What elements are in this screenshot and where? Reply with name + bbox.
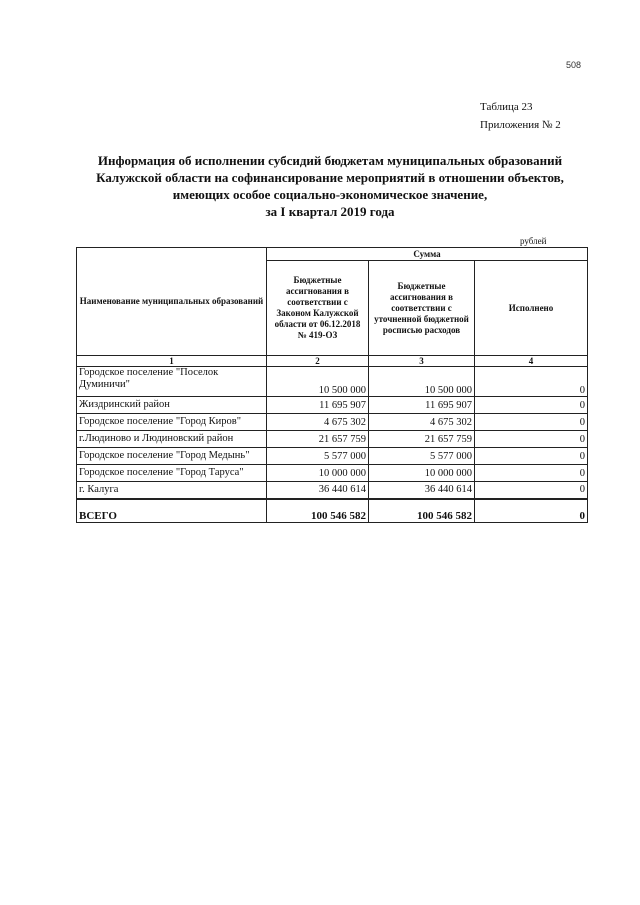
table-row — [77, 367, 588, 397]
title-line: имеющих особое социально-экономическое значение, — [172, 187, 488, 202]
row-budget-schedule: 10 500 000 — [369, 367, 475, 397]
col-header-executed: Исполнено — [475, 261, 588, 356]
row-budget-law: 21 657 759 — [267, 431, 369, 448]
row-budget-schedule: 36 440 614 — [369, 482, 475, 499]
row-executed: 0 — [475, 482, 588, 499]
row-budget-schedule: 21 657 759 — [369, 431, 475, 448]
row-budget-law: 11 695 907 — [267, 397, 369, 414]
document-title — [40, 152, 620, 220]
appendix-number: Приложения № 2 — [480, 119, 561, 131]
row-executed: 0 — [475, 465, 588, 482]
col-number: 1 — [77, 356, 267, 367]
table-row — [77, 431, 588, 448]
row-name: Городское поселение "Город Таруса" — [77, 465, 267, 482]
table-row — [77, 414, 588, 431]
col-header-budget-schedule: Бюджетные ассигнования в соответствии с уточненной бюджетной росписью расходов — [369, 261, 475, 356]
row-name: г. Калуга — [77, 482, 267, 499]
row-name: Городское поселение "Поселок Думиничи" — [77, 367, 267, 397]
title-line: Информация об исполнении субсидий бюджетам муниципальных образований — [97, 153, 563, 168]
row-budget-law: 36 440 614 — [267, 482, 369, 499]
col-number: 4 — [475, 356, 588, 367]
total-row — [77, 499, 588, 523]
row-budget-schedule: 5 577 000 — [369, 448, 475, 465]
row-executed: 0 — [475, 397, 588, 414]
subsidy-table — [76, 247, 588, 523]
row-executed: 0 — [475, 448, 588, 465]
row-name: Городское поселение "Город Медынь" — [77, 448, 267, 465]
total-label: ВСЕГО — [77, 499, 267, 523]
row-budget-schedule: 11 695 907 — [369, 397, 475, 414]
table-row — [77, 397, 588, 414]
total-executed: 0 — [475, 499, 588, 523]
total-budget-law: 100 546 582 — [267, 499, 369, 523]
row-budget-schedule: 10 000 000 — [369, 465, 475, 482]
page-number: 508 — [566, 60, 582, 70]
table-row — [77, 448, 588, 465]
title-line: Калужской области на софинансирование мероприятий в отношении объектов, — [96, 170, 564, 185]
title-line: за I квартал 2019 года — [265, 204, 395, 219]
row-budget-law: 10 000 000 — [267, 465, 369, 482]
row-name: г.Людиново и Людиновский район — [77, 431, 267, 448]
row-name: Жиздринский район — [77, 397, 267, 414]
table-number: Таблица 23 — [480, 101, 533, 113]
row-executed: 0 — [475, 367, 588, 397]
total-budget-schedule: 100 546 582 — [369, 499, 475, 523]
table-row — [77, 482, 588, 499]
col-header-name: Наименование муниципальных образований — [77, 248, 267, 356]
row-budget-law: 10 500 000 — [267, 367, 369, 397]
row-budget-law: 4 675 302 — [267, 414, 369, 431]
col-number: 3 — [369, 356, 475, 367]
row-name: Городское поселение "Город Киров" — [77, 414, 267, 431]
row-executed: 0 — [475, 414, 588, 431]
row-budget-law: 5 577 000 — [267, 448, 369, 465]
currency-unit: рублей — [520, 236, 547, 246]
col-header-sum: Сумма — [267, 248, 588, 261]
table-row — [77, 465, 588, 482]
col-number: 2 — [267, 356, 369, 367]
col-header-budget-law: Бюджетные ассигнования в соответствии с Законом Калужской области от 06.12.2018 № 419-ОЗ — [267, 261, 369, 356]
row-budget-schedule: 4 675 302 — [369, 414, 475, 431]
row-executed: 0 — [475, 431, 588, 448]
